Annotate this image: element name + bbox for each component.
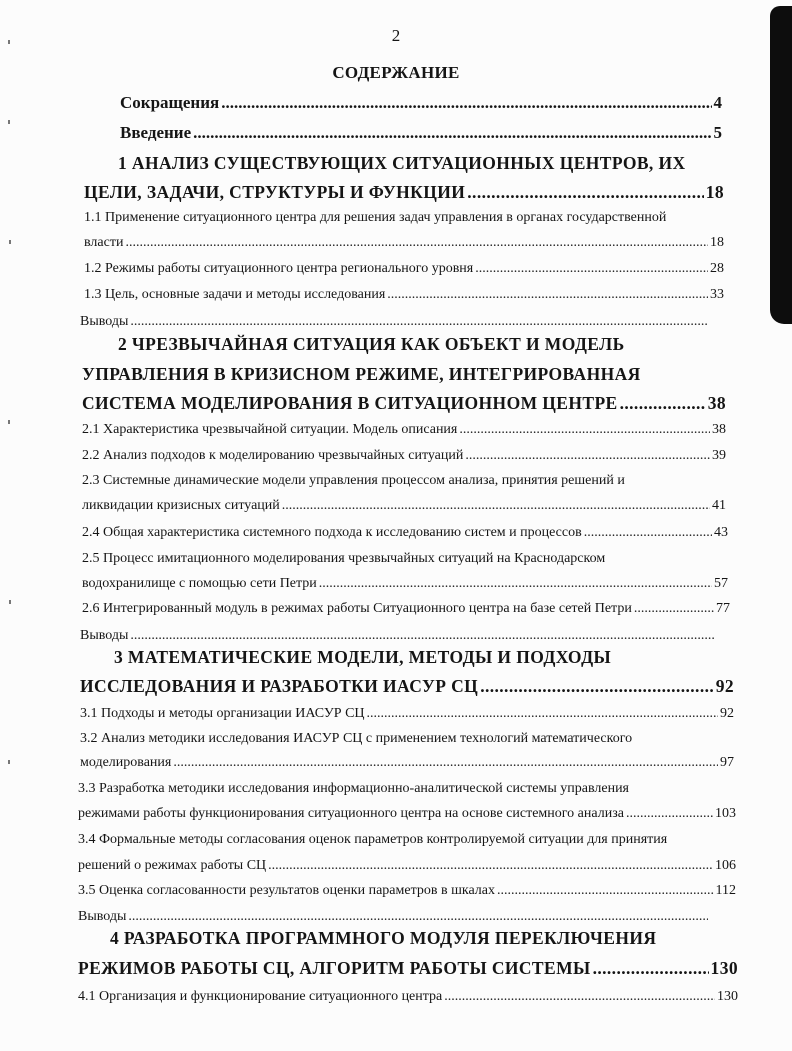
toc-conclusion-2[interactable]: Выводы ..... bbox=[80, 628, 716, 644]
toc-entry-3-3[interactable]: режимами работы функционирования ситуационного центра на основе системного анализа ..... 103 bbox=[78, 806, 736, 822]
page-number: 2 bbox=[391, 26, 401, 45]
section-4-heading-entry[interactable]: РЕЖИМОВ РАБОТЫ СЦ, АЛГОРИТМ РАБОТЫ СИСТЕМЫ ..... 130 bbox=[78, 958, 738, 979]
toc-entry-page: 38 bbox=[707, 393, 726, 413]
scan-edge-shadow bbox=[770, 6, 792, 324]
toc-entry-3-2-line1: 3.2 Анализ методики исследования ИАСУР СЦ с применением технологий математического bbox=[80, 731, 633, 746]
toc-entry-3-3-line1: 3.3 Разработка методики исследования информационно-аналитической системы управления bbox=[78, 781, 629, 796]
toc-entry-page: 92 bbox=[715, 676, 734, 696]
toc-entry-2-5-line1: 2.5 Процесс имитационного моделирования чрезвычайных ситуаций на Краснодарском bbox=[82, 551, 606, 566]
toc-entry-label: Сокращения bbox=[120, 93, 220, 112]
section-2-heading-line2: УПРАВЛЕНИЯ В КРИЗИСНОМ РЕЖИМЕ, ИНТЕГРИРОВАННАЯ bbox=[82, 364, 641, 384]
scan-speck bbox=[9, 240, 11, 244]
toc-entry-2-5[interactable]: водохранилище с помощью сети Петри ..... 57 bbox=[82, 576, 728, 592]
toc-entry-2-3-line1: 2.3 Системные динамические модели управления процессом анализа, принятия решений и bbox=[82, 473, 625, 488]
toc-entry-2-4[interactable]: 2.4 Общая характеристика системного подхода к исследованию систем и процессов ..... 43 bbox=[82, 525, 728, 541]
toc-conclusion-3[interactable]: Выводы ..... bbox=[78, 909, 710, 925]
toc-entry-page: 5 bbox=[713, 123, 722, 142]
toc-entry-3-2[interactable]: моделирования ..... 97 bbox=[80, 755, 734, 771]
section-1-heading: 1 АНАЛИЗ СУЩЕСТВУЮЩИХ СИТУАЦИОННЫХ ЦЕНТРОВ, ИХ bbox=[118, 153, 686, 173]
toc-entry-2-6[interactable]: 2.6 Интегрированный модуль в режимах работы Ситуационного центра на базе сетей Петри ..... 77 bbox=[82, 601, 730, 617]
section-2-heading-entry[interactable]: СИСТЕМА МОДЕЛИРОВАНИЯ В СИТУАЦИОННОМ ЦЕНТРЕ ..... 38 bbox=[82, 393, 726, 414]
toc-entry-1-2[interactable]: 1.2 Режимы работы ситуационного центра регионального уровня ..... 28 bbox=[84, 261, 724, 277]
section-2-heading-line1: 2 ЧРЕЗВЫЧАЙНАЯ СИТУАЦИЯ КАК ОБЪЕКТ И МОДЕЛЬ bbox=[118, 334, 625, 354]
section-4-heading: 4 РАЗРАБОТКА ПРОГРАММНОГО МОДУЛЯ ПЕРЕКЛЮЧЕНИЯ bbox=[110, 928, 657, 948]
scan-speck bbox=[8, 40, 10, 44]
scan-speck bbox=[8, 420, 10, 424]
toc-entry-2-3[interactable]: ликвидации кризисных ситуаций ..... 41 bbox=[82, 498, 726, 514]
section-3-heading: 3 МАТЕМАТИЧЕСКИЕ МОДЕЛИ, МЕТОДЫ И ПОДХОДЫ bbox=[114, 647, 612, 667]
toc-entry-2-1[interactable]: 2.1 Характеристика чрезвычайной ситуации. Модель описания ..... 38 bbox=[82, 422, 726, 438]
toc-entry-abbreviations[interactable] bbox=[120, 93, 722, 113]
toc-entry-4-1[interactable]: 4.1 Организация и функционирование ситуационного центра ..... 130 bbox=[78, 989, 738, 1005]
section-3-heading-entry[interactable]: ИССЛЕДОВАНИЯ И РАЗРАБОТКИ ИАСУР СЦ ..... 92 bbox=[80, 676, 734, 697]
toc-entry-1-3[interactable]: 1.3 Цель, основные задачи и методы исследования ..... 33 bbox=[84, 287, 724, 303]
section-1-heading-entry[interactable]: ЦЕЛИ, ЗАДАЧИ, СТРУКТУРЫ И ФУНКЦИИ ..... 18 bbox=[84, 182, 724, 203]
toc-entry-1-1-line1: 1.1 Применение ситуационного центра для решения задач управления в органах государственной bbox=[84, 210, 667, 225]
toc-entry-1-1[interactable]: власти ..... 18 bbox=[84, 235, 724, 251]
toc-entry-3-4-line1: 3.4 Формальные методы согласования оценок параметров контролируемой ситуации для принятия bbox=[78, 832, 668, 847]
toc-title: СОДЕРЖАНИЕ bbox=[332, 63, 460, 82]
scan-speck bbox=[8, 760, 10, 764]
toc-conclusion-1[interactable]: Выводы ..... bbox=[80, 314, 710, 330]
toc-entry-2-2[interactable]: 2.2 Анализ подходов к моделированию чрезвычайных ситуаций ..... 39 bbox=[82, 448, 726, 464]
toc-entry-3-5[interactable]: 3.5 Оценка согласованности результатов оценки параметров в шкалах ..... 112 bbox=[78, 883, 736, 899]
scan-speck bbox=[8, 120, 10, 124]
toc-entry-page: 18 bbox=[705, 182, 724, 202]
scan-speck bbox=[9, 600, 11, 604]
toc-entry-introduction[interactable] bbox=[120, 123, 722, 143]
toc-entry-3-1[interactable]: 3.1 Подходы и методы организации ИАСУР СЦ ..... 92 bbox=[80, 706, 734, 722]
toc-entry-page: 4 bbox=[713, 93, 722, 112]
toc-entry-3-4[interactable]: решений о режимах работы СЦ ..... 106 bbox=[78, 858, 736, 874]
toc-entry-page: 130 bbox=[710, 958, 738, 978]
toc-entry-label: Введение bbox=[120, 123, 192, 142]
